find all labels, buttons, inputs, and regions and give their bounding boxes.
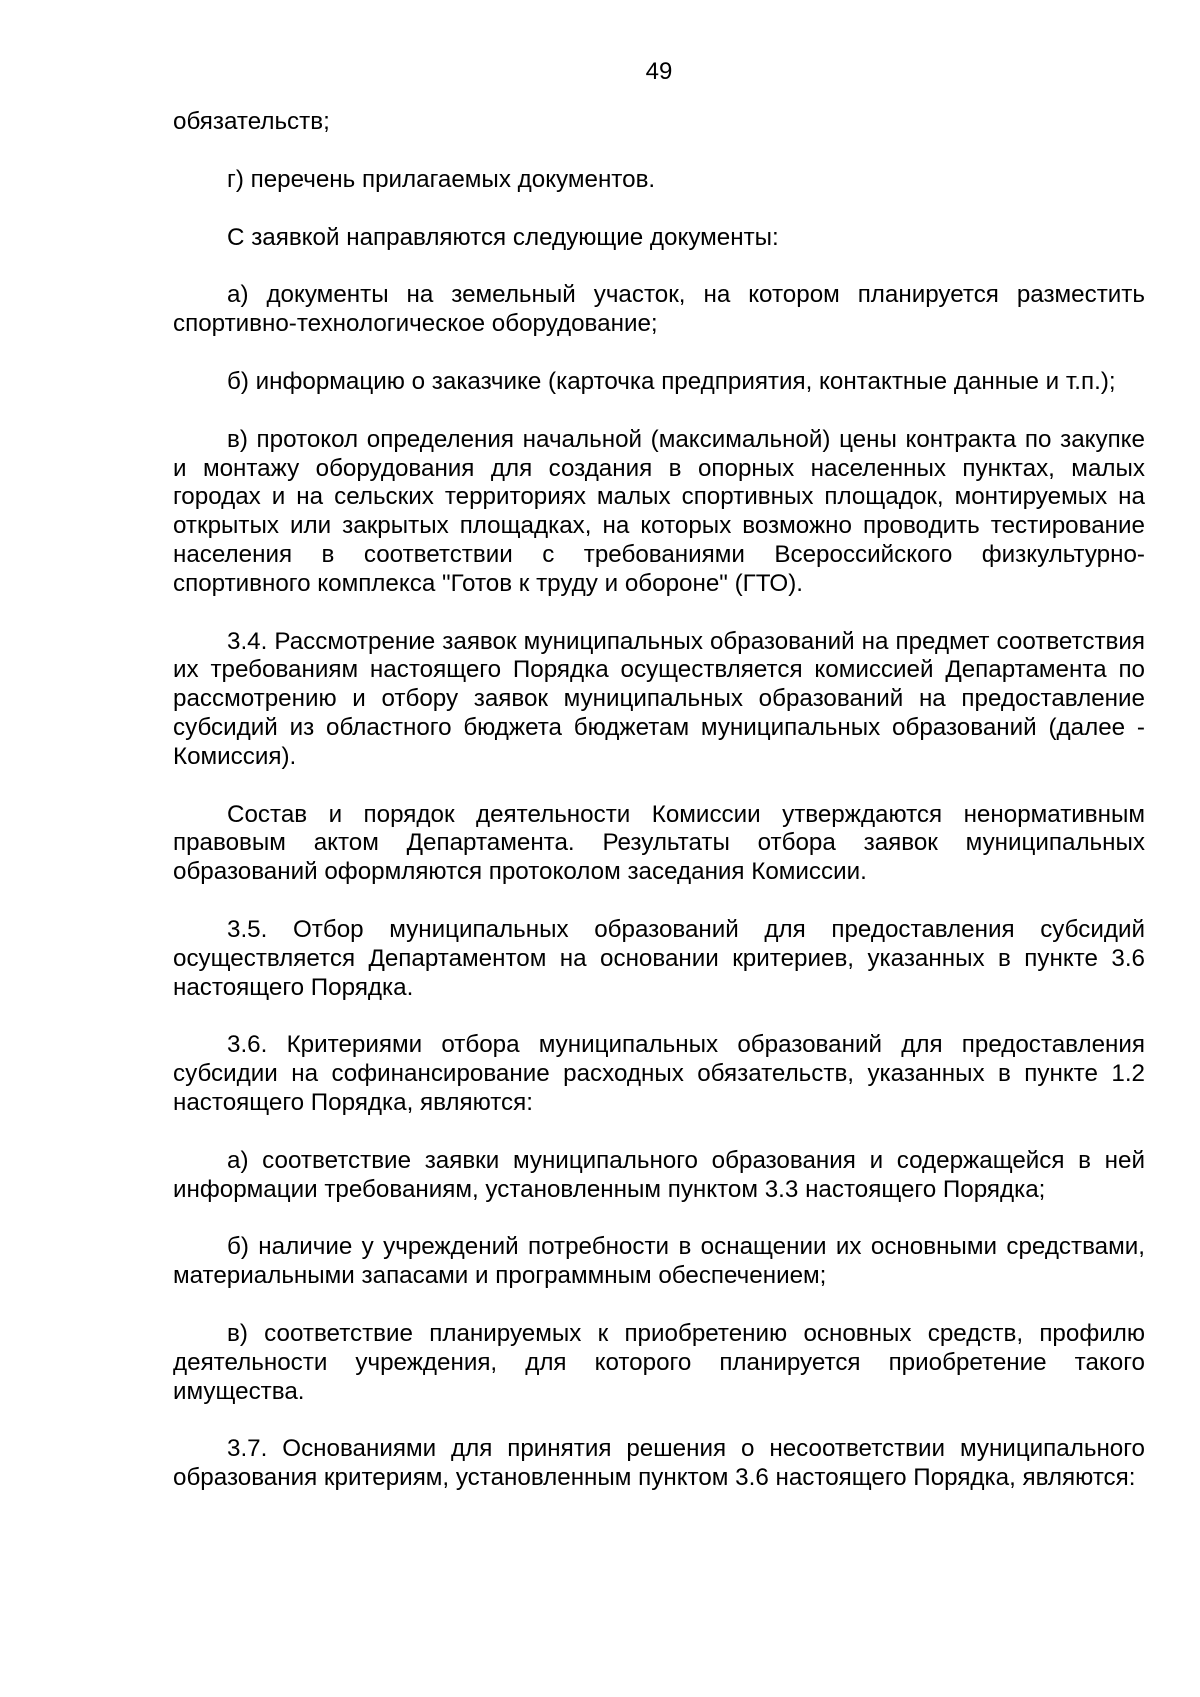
document-page <box>173 0 1145 1697</box>
paragraph-obligations-end: обязательств; <box>173 108 330 135</box>
paragraph-item-g-documents-list: г) перечень прилагаемых документов. <box>227 165 656 193</box>
paragraph-item-v-price-protocol: в) протокол определения начальной (максимальной) цены контракта по закупке и монтажу оборудования для создания в опорных населенных пунктах, малых городах и на сельских территориях малых спортивных площадок, монтируемых на открытых или закрытых площадках, на которых возможно проводить тестирование населения в соответствии с требованиями Всероссийского физкультурно-спортивного комплекса "Готов к труду и обороне" (ГТО). <box>173 425 1145 597</box>
paragraph-criterion-b: б) наличие у учреждений потребности в оснащении их основными средствами, материальными запасами и программным обеспечением; <box>173 1233 1145 1290</box>
paragraph-item-b-customer-info: б) информацию о заказчике (карточка предприятия, контактные данные и т.п.); <box>227 367 1116 395</box>
paragraph-item-a-land-documents: а) документы на земельный участок, на котором планируется разместить спортивно-технологическое оборудование; <box>173 281 1145 338</box>
paragraph-criterion-a: а) соответствие заявки муниципального образования и содержащейся в ней информации требованиям, установленным пунктом 3.3 настоящего Порядка; <box>173 1146 1145 1203</box>
paragraph-section-3-4: 3.4. Рассмотрение заявок муниципальных образований на предмет соответствия их требованиям настоящего Порядка осуществляется комиссией Департамента по рассмотрению и отбору заявок муниципальных образований на предоставление субсидий из областного бюджета бюджетам муниципальных образований (далее - Комиссия). <box>173 627 1145 770</box>
page-number: 49 <box>645 58 673 85</box>
paragraph-attached-documents-intro: С заявкой направляются следующие документы: <box>227 223 779 251</box>
paragraph-commission-composition: Состав и порядок деятельности Комиссии утверждаются ненормативным правовым актом Департамента. Результаты отбора заявок муниципальных образований оформляются протоколом заседания Комиссии. <box>173 800 1145 886</box>
paragraph-criterion-v: в) соответствие планируемых к приобретению основных средств, профилю деятельности учреждения, для которого планируется приобретение такого имущества. <box>173 1319 1145 1405</box>
paragraph-section-3-7: 3.7. Основаниями для принятия решения о несоответствии муниципального образования критериям, установленным пунктом 3.6 настоящего Порядка, являются: <box>173 1435 1145 1492</box>
paragraph-section-3-5: 3.5. Отбор муниципальных образований для предоставления субсидий осуществляется Департаментом на основании критериев, указанных в пункте 3.6 настоящего Порядка. <box>173 915 1145 1001</box>
document-body <box>173 108 1145 1522</box>
paragraph-section-3-6: 3.6. Критериями отбора муниципальных образований для предоставления субсидии на софинансирование расходных обязательств, указанных в пункте 1.2 настоящего Порядка, являются: <box>173 1031 1145 1116</box>
